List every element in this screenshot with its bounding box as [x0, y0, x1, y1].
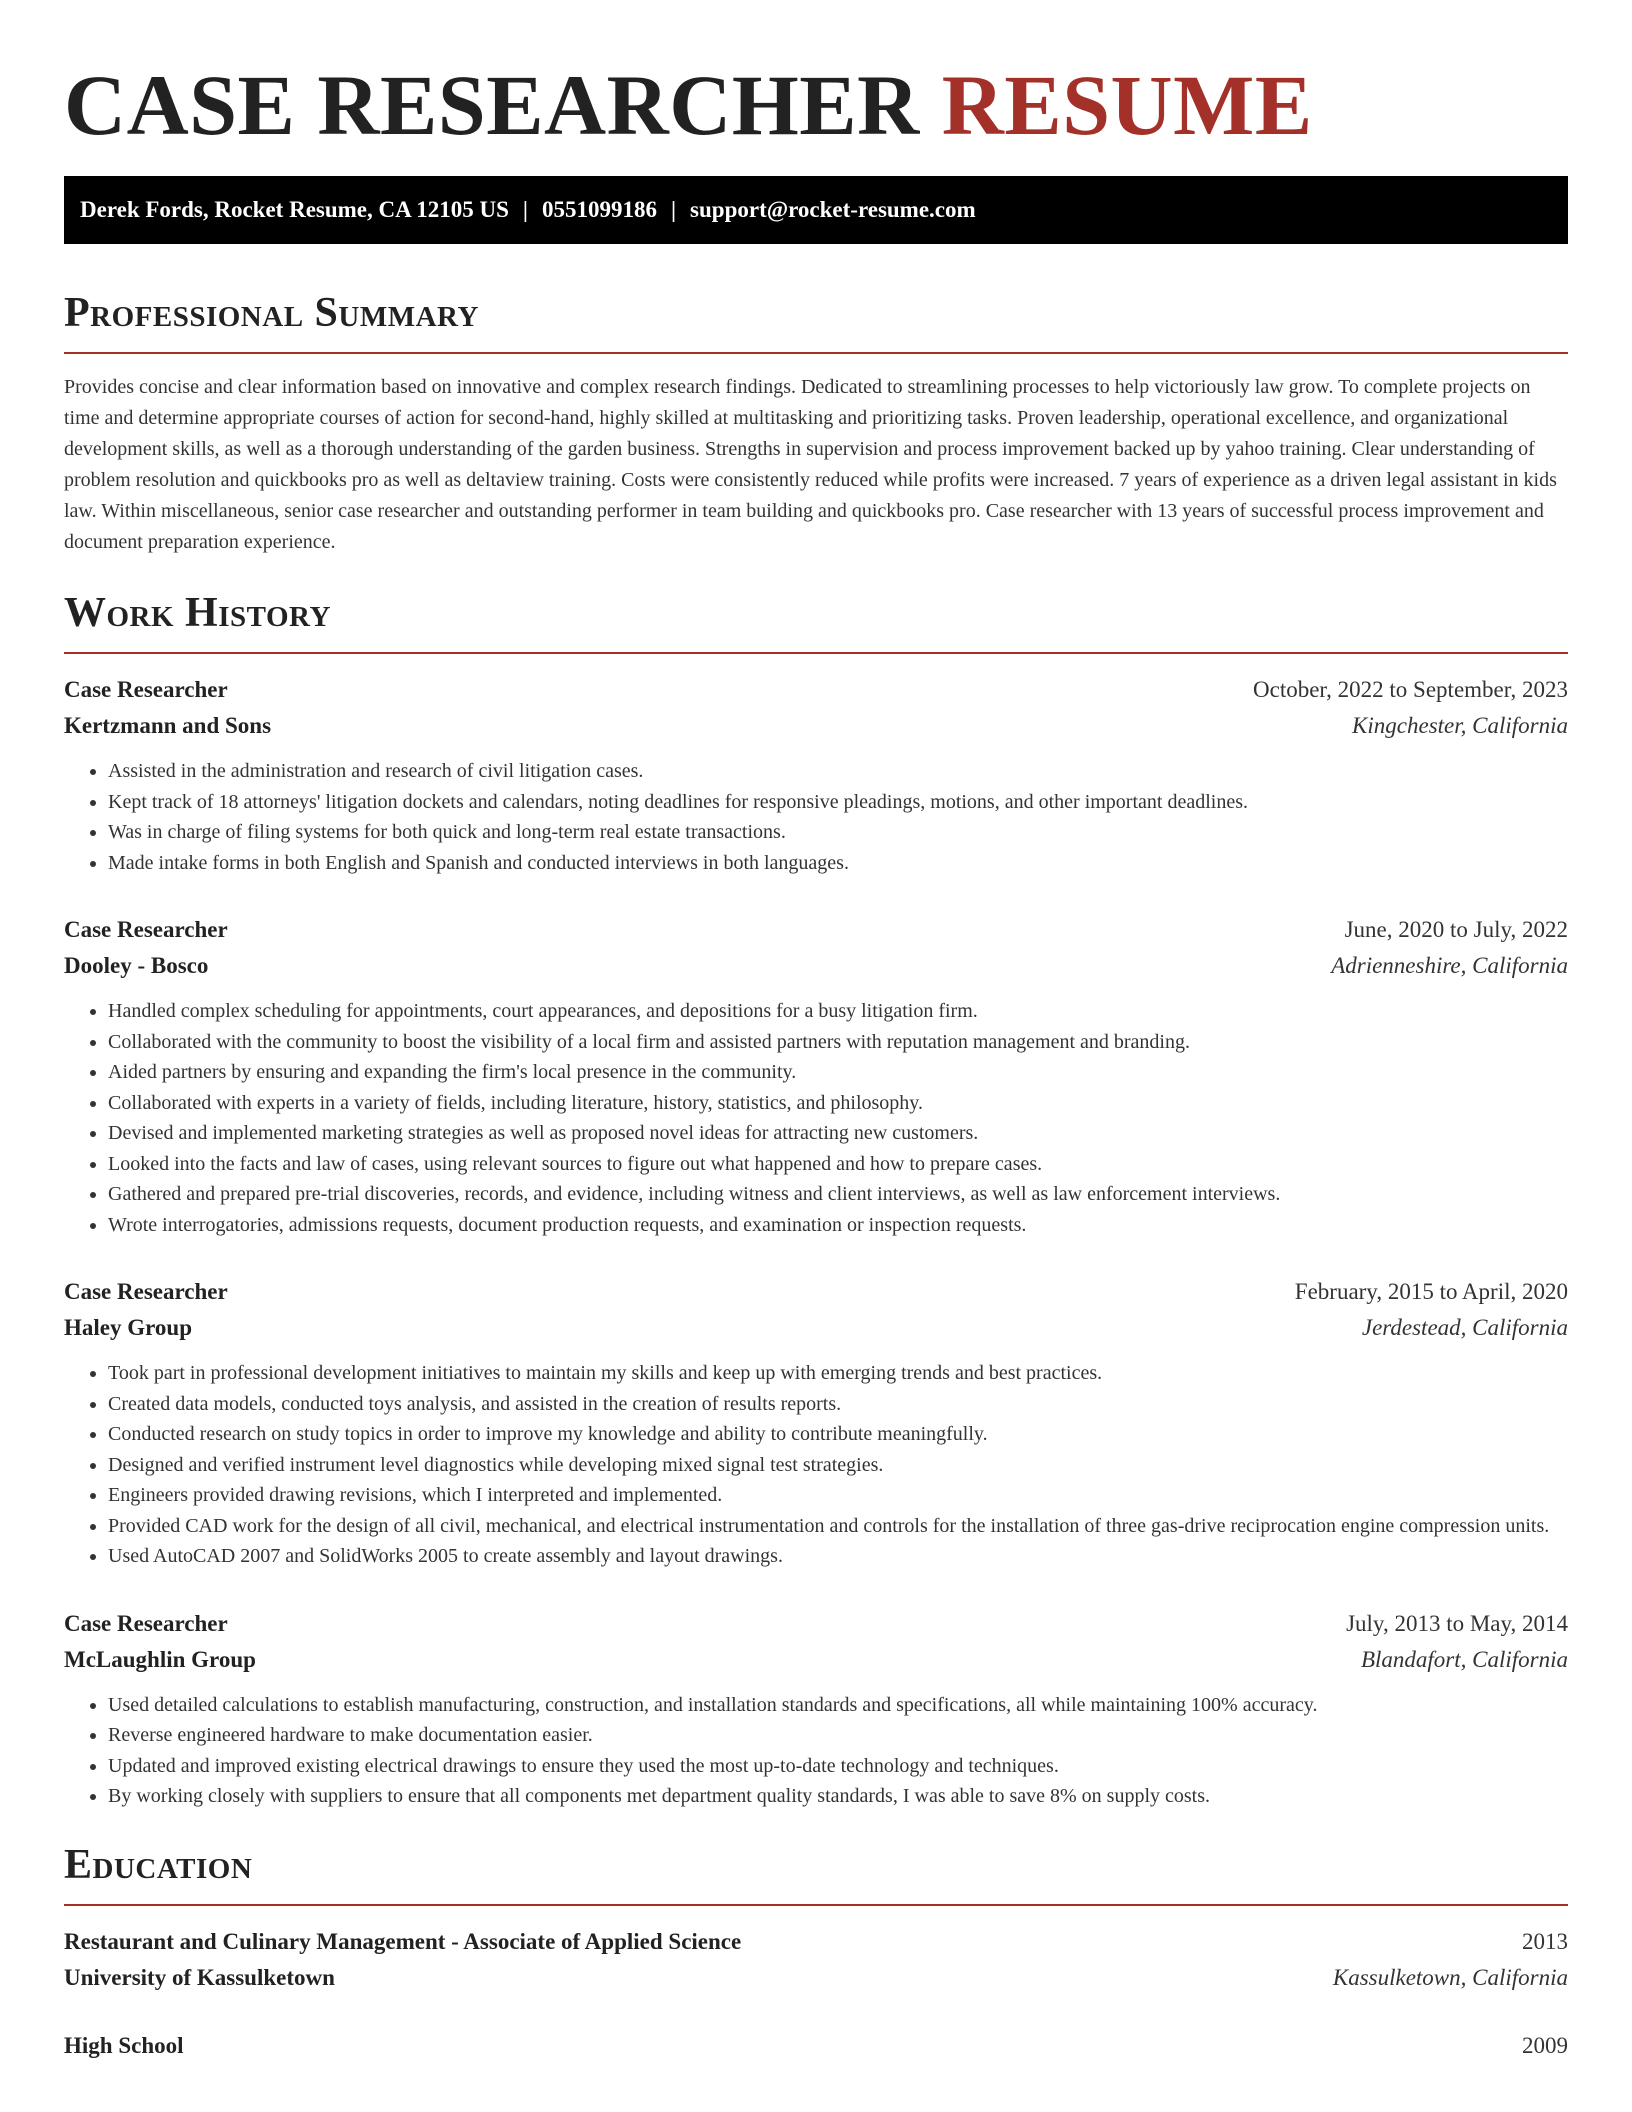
section-heading-work: Work History — [64, 590, 331, 636]
education-year: 2013 — [1522, 1928, 1568, 1954]
education-section — [64, 1840, 1568, 2064]
education-entry — [64, 1924, 1568, 1996]
title-accent: RESUME — [941, 57, 1313, 153]
job-location: Jerdestead, California — [1361, 1315, 1568, 1340]
education-degree: High School — [64, 2032, 184, 2058]
section-heading-summary: Professional Summary — [64, 290, 479, 336]
job-entry — [64, 1274, 1568, 1572]
summary-text: Provides concise and clear information based on innovative and complex research findings. Dedicated to streamlining processes to help victoriously law grow. To complete projects on time and determine appropriate courses of action for second-hand, highly skilled at multitasking and prioritizing tasks. Proven leadership, operational excellence, and organizational development skills, as well as a thorough understanding of the garden business. Strengths in supervision and process improvement backed up by yahoo training. Clear understanding of problem resolution and quickbooks pro as well as deltaview training. Costs were consistently reduced while profits were increased. 7 years of experience as a driven legal assistant in kids law. Within miscellaneous, senior case researcher and outstanding performer in team building and quickbooks pro. Case researcher with 13 years of successful process improvement and document preparation experience. — [64, 376, 1557, 553]
job-entry — [64, 672, 1568, 878]
job-title: Case Researcher — [64, 917, 228, 942]
job-header-row — [64, 1274, 1568, 1310]
job-bullets — [64, 1690, 1568, 1812]
job-company: McLaughlin Group — [64, 1646, 256, 1672]
list-item: • Looked into the facts and law of cases, using relevant sources to figure out what happened and how to prepare cases. — [108, 1149, 1568, 1180]
list-item: • Kept track of 18 attorneys' litigation dockets and calendars, noting deadlines for responsive pleadings, motions, and other important deadlines. — [108, 787, 1568, 818]
job-company: Kertzmann and Sons — [64, 713, 272, 738]
education-degree: Restaurant and Culinary Management - Associate of Applied Science — [64, 1928, 742, 1954]
summary-section — [64, 288, 1568, 558]
job-header-row — [64, 1606, 1568, 1642]
list-item: • By working closely with suppliers to ensure that all components met department quality standards, I was able to save 8% on supply costs. — [108, 1781, 1568, 1812]
education-year: 2009 — [1522, 2032, 1568, 2058]
job-location: Blandafort, California — [1360, 1646, 1568, 1672]
education-school-row — [64, 1960, 1568, 1996]
work-history-section — [64, 588, 1568, 1812]
list-item: • Took part in professional development initiatives to maintain my skills and keep up with emerging trends and best practices. — [108, 1358, 1568, 1389]
job-bullets — [64, 1358, 1568, 1572]
list-item: • Wrote interrogatories, admissions requests, document production requests, and examination or inspection requests. — [108, 1210, 1568, 1241]
list-item: • Collaborated with experts in a variety of fields, including literature, history, statistics, and philosophy. — [108, 1088, 1568, 1119]
job-dates: February, 2015 to April, 2020 — [1294, 1279, 1568, 1304]
job-company: Haley Group — [64, 1315, 193, 1340]
section-divider — [64, 352, 1568, 354]
job-dates: July, 2013 to May, 2014 — [1346, 1610, 1568, 1636]
list-item: • Provided CAD work for the design of all civil, mechanical, and electrical instrumentation and controls for the installation of three gas-drive reciprocation engine compression units. — [108, 1511, 1568, 1542]
contact-address: Derek Fords, Rocket Resume, CA 12105 US — [80, 197, 509, 222]
job-title: Case Researcher — [64, 677, 228, 702]
list-item: • Conducted research on study topics in order to improve my knowledge and ability to contribute meaningfully. — [108, 1419, 1568, 1450]
job-header-row — [64, 672, 1568, 708]
job-dates: October, 2022 to September, 2023 — [1253, 677, 1568, 702]
job-header-row — [64, 912, 1568, 948]
education-degree-row — [64, 2028, 1568, 2064]
job-location: Kingchester, California — [1352, 713, 1568, 738]
list-item: • Handled complex scheduling for appointments, court appearances, and depositions for a busy litigation firm. — [108, 996, 1568, 1027]
job-entry — [64, 912, 1568, 1240]
list-item: • Devised and implemented marketing strategies as well as proposed novel ideas for attracting new customers. — [108, 1118, 1568, 1149]
job-title: Case Researcher — [64, 1279, 228, 1304]
job-company-row — [64, 1642, 1568, 1678]
list-item: • Engineers provided drawing revisions, which I interpreted and implemented. — [108, 1480, 1568, 1511]
job-title: Case Researcher — [64, 1610, 228, 1636]
list-item: • Reverse engineered hardware to make documentation easier. — [108, 1720, 1568, 1751]
job-company: Dooley - Bosco — [64, 953, 209, 978]
list-item: • Made intake forms in both English and Spanish and conducted interviews in both languages. — [108, 848, 1568, 879]
contact-phone: 0551099186 — [541, 197, 657, 222]
contact-email[interactable]: support@rocket-resume.com — [690, 197, 976, 222]
list-item: • Used detailed calculations to establish manufacturing, construction, and installation standards and specifications, all while maintaining 100% accuracy. — [108, 1690, 1568, 1721]
job-dates: June, 2020 to July, 2022 — [1344, 917, 1568, 942]
job-company-row — [64, 708, 1568, 744]
list-item: • Gathered and prepared pre-trial discoveries, records, and evidence, including witness and client interviews, as well as law enforcement interviews. — [108, 1179, 1568, 1210]
job-location: Adrienneshire, California — [1331, 953, 1568, 978]
list-item: • Collaborated with the community to boost the visibility of a local firm and assisted partners with reputation management and branding. — [108, 1027, 1568, 1058]
contact-bar — [64, 176, 1568, 244]
list-item: • Created data models, conducted toys analysis, and assisted in the creation of results reports. — [108, 1389, 1568, 1420]
list-item: • Designed and verified instrument level diagnostics while developing mixed signal test strategies. — [108, 1450, 1568, 1481]
list-item: • Assisted in the administration and research of civil litigation cases. — [108, 756, 1568, 787]
education-degree-row — [64, 1924, 1568, 1960]
contact-separator: | — [670, 197, 677, 222]
education-school: University of Kassulketown — [64, 1964, 335, 1990]
job-company-row — [64, 948, 1568, 984]
education-location: Kassulketown, California — [1332, 1964, 1568, 1990]
contact-separator: | — [522, 197, 528, 222]
job-bullets — [64, 996, 1568, 1240]
job-bullets — [64, 756, 1568, 878]
list-item: • Aided partners by ensuring and expanding the firm's local presence in the community. — [108, 1057, 1568, 1088]
job-entry — [64, 1606, 1568, 1812]
section-divider — [64, 652, 1568, 654]
job-company-row — [64, 1310, 1568, 1346]
section-heading-education: Education — [64, 1841, 253, 1888]
list-item: • Was in charge of filing systems for both quick and long-term real estate transactions. — [108, 817, 1568, 848]
section-divider — [64, 1904, 1568, 1906]
education-entry — [64, 2028, 1568, 2064]
title-main: CASE RESEARCHER — [64, 57, 920, 153]
list-item: • Updated and improved existing electrical drawings to ensure they used the most up-to-date technology and techniques. — [108, 1751, 1568, 1782]
page-title — [64, 0, 1568, 176]
list-item: • Used AutoCAD 2007 and SolidWorks 2005 to create assembly and layout drawings. — [108, 1541, 1568, 1572]
